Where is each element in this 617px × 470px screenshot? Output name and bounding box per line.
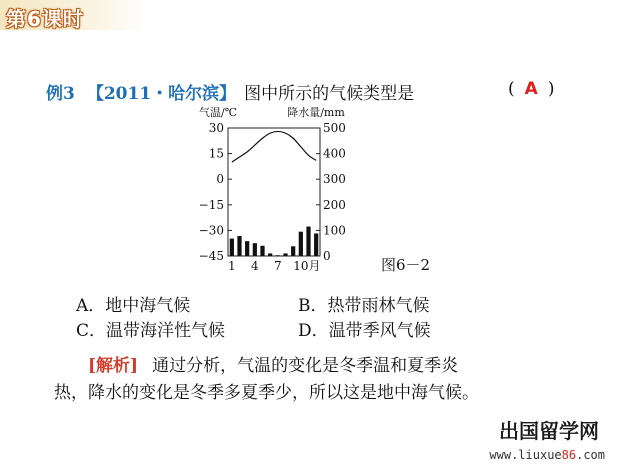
tick-label-x: 1 [228, 259, 236, 273]
figure-caption: 图6－2 [381, 256, 431, 274]
tick-label-right: 0 [323, 249, 331, 263]
y-axis-left-label: 气温/℃ [198, 106, 238, 119]
tick-label-right: 400 [323, 146, 346, 161]
option-text: 热带雨林气候 [327, 296, 430, 316]
precip-bar [253, 243, 257, 256]
option-a [76, 291, 190, 316]
precip-bar [314, 233, 318, 256]
precip-bar [245, 241, 249, 256]
option-text: 温带季风气候 [328, 321, 431, 341]
precip-bar [283, 253, 287, 256]
tick-label-left: 0 [216, 172, 224, 187]
answer-blank [508, 79, 554, 99]
option-letter: B． [298, 296, 328, 316]
url-number: 86 [561, 448, 577, 462]
precip-bar [260, 246, 264, 256]
option-letter: C． [76, 321, 107, 341]
tick-label-x: 4 [251, 259, 259, 273]
option-text: 地中海气候 [105, 296, 191, 316]
analysis-tag: [解析] [88, 356, 139, 376]
tick-label-left: −30 [198, 223, 224, 238]
tick-label-x: 10月 [293, 259, 321, 273]
question-source: 【2011・哈尔滨】 [86, 84, 237, 104]
climate-chart [190, 104, 365, 279]
temperature-line [232, 131, 316, 162]
url-prefix: www.liuxue [489, 448, 562, 462]
paren-open: ( [508, 79, 515, 99]
tick-label-right: 300 [323, 172, 346, 187]
footer-url [489, 448, 605, 462]
tick-label-left: 30 [208, 121, 224, 135]
precip-bar [306, 227, 310, 256]
analysis-line-2: 热，降水的变化是冬季多夏季少，所以这是地中海气候。 [54, 383, 479, 403]
option-letter: A． [76, 296, 106, 316]
question-line [46, 79, 414, 104]
tick-label-left: −15 [198, 197, 224, 212]
tick-label-left: −45 [198, 249, 224, 263]
precip-bar [268, 253, 272, 256]
footer-brand: 出国留学网 [499, 419, 599, 443]
option-text: 温带海洋性气候 [106, 321, 226, 341]
precip-bar [299, 232, 303, 256]
precip-bar [276, 255, 280, 256]
precip-bar [237, 236, 241, 256]
tick-label-left: 15 [208, 146, 224, 161]
precip-bar [291, 246, 295, 256]
tick-label-right: 200 [323, 197, 346, 212]
url-suffix: .com [576, 448, 605, 462]
plot-frame [228, 128, 320, 256]
option-c [76, 316, 225, 341]
paren-close: ) [547, 79, 555, 99]
analysis-text-1: 通过分析，气温的变化是冬季温和夏季炎 [152, 356, 459, 376]
y-axis-right-label: 降水量/mm [287, 106, 345, 119]
option-letter: D． [298, 321, 329, 341]
question-stem: 图中所示的气候类型是 [244, 84, 415, 104]
option-d [298, 316, 431, 341]
tick-label-right: 500 [323, 121, 346, 135]
example-label: 例3 [46, 84, 75, 104]
answer-letter: A [524, 79, 538, 99]
precip-bar [230, 239, 234, 256]
tick-label-x: 7 [274, 259, 282, 273]
lesson-header-tab [0, 0, 148, 30]
option-b [298, 291, 430, 316]
analysis-line-1 [88, 351, 458, 376]
lesson-title: 第6课时 [6, 7, 84, 31]
tick-label-right: 100 [323, 223, 346, 238]
